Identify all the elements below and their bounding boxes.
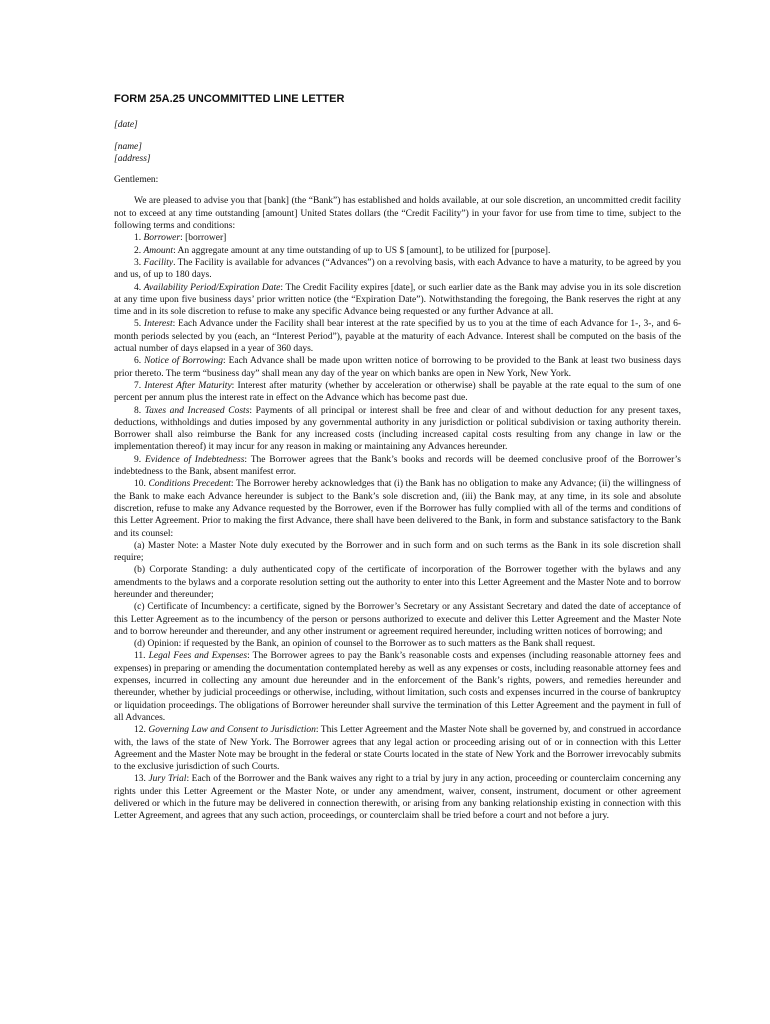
term-number: 2.	[134, 245, 144, 256]
term-heading: Notice of Borrowing	[144, 356, 223, 367]
conditions-subitems	[114, 540, 681, 651]
term-paragraph	[114, 318, 681, 355]
term-body: : An aggregate amount at any time outstanding of up to US $ [amount], to be utilized for [purpose].	[173, 245, 551, 256]
term-number: 13.	[134, 774, 149, 785]
term-paragraph	[114, 257, 681, 282]
term-paragraph	[114, 724, 681, 773]
term-number: 1.	[134, 233, 144, 244]
term-body: : Each Advance under the Facility shall bear interest at the rate specified by us to you at the time of each Advance for 1-, 3-, and 6-month periods selected by you (each, an “Interest Period”), payable at the maturity of each Advance. Interest shall be computed on the basis of the actual number of days elapsed in a year of 360 days.	[114, 319, 681, 355]
term-body: : The Credit Facility expires [date], or such earlier date as the Bank may advise you in its sole discretion at any time upon five business days’ prior written notice (the “Expiration Date”). Notwithstanding the foregoing, the Bank reserves the right at any time and in its sole discretion to refuse to make any specific Advance being requested or any further Advance at all.	[114, 282, 681, 318]
condition-subitem: (b) Corporate Standing: a duly authenticated copy of the certificate of incorporation of the Borrower together with the bylaws and any amendments to the bylaws and a corporate resolution setting out the authority to enter into this Letter Agreement and the Master Note and to borrow hereunder and thereunder;	[114, 565, 681, 600]
term-body: : Interest after maturity (whether by acceleration or otherwise) shall be payable at the rate equal to the sum of one percent per annum plus the interest rate in effect on the Advance which has become past due.	[114, 380, 681, 404]
term-paragraph	[114, 232, 681, 244]
name-placeholder: [name]	[114, 141, 142, 152]
term-number: 7.	[134, 380, 145, 391]
term-paragraph	[114, 245, 681, 257]
term-heading: Legal Fees and Expenses	[148, 651, 248, 662]
term-body: : This Letter Agreement and the Master Note shall be governed by, and construed in accordance with, the laws of the state of New York. The Borrower agrees that any legal action or proceeding arising out of or in connection with this Letter Agreement and the Master Note may be brought in the federal or state Courts located in the state of New York and the Borrower irrevocably submits to the exclusive jurisdiction of such Courts.	[114, 725, 681, 773]
condition-subitem: (a) Master Note: a Master Note duly executed by the Borrower and in such form and on such terms as the Bank in its sole discretion shall require;	[114, 540, 681, 564]
term-body: : The Borrower agrees that the Bank’s books and records will be deemed conclusive proof of the Borrower’s indebtedness to the Bank, absent manifest error.	[114, 454, 682, 478]
address-placeholder: [address]	[114, 153, 151, 164]
term-heading: Interest	[143, 319, 173, 330]
term-paragraph	[114, 355, 681, 380]
date-placeholder: [date]	[114, 120, 138, 131]
term-heading: Conditions Precedent	[148, 479, 231, 490]
term-heading: Facility	[143, 257, 174, 268]
term-number: 4.	[134, 282, 144, 293]
term-heading: Availability Period/Expiration Date	[143, 282, 281, 293]
term-body: : The Borrower hereby acknowledges that (i) the Bank has no obligation to make any Advance; (ii) the willingness of the Bank to make each Advance hereunder is subject to the Bank’s sole discretion and, (iii) the Bank may, at any time, in its sole and absolute discretion, refuse to make any Advance requested by the Borrower, even if the Borrower has fully complied with all of the terms and conditions of this Letter Agreement. Prior to making the first Advance, there shall have been delivered to the Bank, in form and substance satisfactory to the Bank and its counsel:	[114, 479, 681, 539]
term-body: . The Facility is available for advances (“Advances”) on a revolving basis, with each Advance to have a maturity, to be agreed by you and us, of up to 180 days.	[114, 257, 682, 281]
term-body: : The Borrower agrees to pay the Bank’s reasonable costs and expenses (including reasonable attorney fees and expenses) in preparing or amending the documentation contemplated hereby as well as any expenses or costs, including reasonable attorney fees and expenses, incurred in collecting any amount due hereunder and in the enforcement of the Bank’s rights, powers, and remedies hereunder and thereunder, whether by judicial proceedings or otherwise, including, without limitation, such costs and expenses incurred in the course of bankruptcy or liquidation proceedings. The obligations of Borrower hereunder shall survive the termination of this Letter Agreement and the payment in full of all Advances.	[114, 651, 681, 723]
term-heading: Taxes and Increased Costs	[144, 405, 250, 416]
term-paragraph	[114, 773, 681, 822]
term-number: 3.	[134, 257, 144, 268]
term-heading: Interest After Maturity	[144, 380, 232, 391]
document-title: FORM 25A.25 UNCOMMITTED LINE LETTER	[114, 93, 345, 105]
term-body: : Each of the Borrower and the Bank waives any right to a trial by jury in any action, proceeding or counterclaim concerning any rights under this Letter Agreement or the Master Note, or under any amendment, waiver, consent, instrument, document or other agreement delivered or which in the future may be delivered in connection therewith, or arising from any banking relationship existing in connection with this Letter Agreement, and agrees that any such action, proceedings, or counterclaim shall be tried before a court and not before a jury.	[114, 774, 681, 822]
term-number: 12.	[134, 725, 149, 736]
term-paragraph	[114, 405, 681, 454]
term-number: 10.	[134, 479, 149, 490]
term-body: : [borrower]	[180, 233, 227, 244]
term-body: : Each Advance shall be made upon written notice of borrowing to be provided to the Bank at least two business days prior thereto. The term “business day” shall mean any day of the year on which banks are open in New York, New York.	[114, 356, 682, 379]
term-paragraph	[114, 454, 681, 479]
condition-subitem: (c) Certificate of Incumbency: a certificate, signed by the Borrower’s Secretary or any Assistant Secretary and dated the date of acceptance of this Letter Agreement as to the incumbency of the person or persons authorized to execute and deliver this Letter Agreement and the Master Note and to borrow hereunder and thereunder, and any other instrument or agreement required hereunder, including written notices of borrowing; and	[114, 602, 681, 637]
terms-list	[114, 232, 681, 539]
term-body: : Payments of all principal or interest shall be free and clear of and without deduction for any present taxes, deductions, withholdings and duties imposed by any governmental authority in any jurisdiction or political subdivision or taxing authority therein. Borrower shall also reimburse the Bank for any increased costs (including increased capital costs resulting from any change in law or the implementation thereof) it may incur for any reason in making or maintaining any Advances hereunder.	[114, 405, 681, 453]
term-number: 8.	[134, 405, 145, 416]
condition-subitem: (d) Opinion: if requested by the Bank, an opinion of counsel to the Borrower as to such matters as the Bank shall request.	[134, 639, 596, 650]
term-heading: Borrower	[143, 233, 181, 244]
term-number: 5.	[134, 319, 144, 330]
terms-list-continued	[114, 650, 681, 822]
term-heading: Jury Trial	[148, 774, 187, 785]
term-number: 9.	[134, 454, 145, 465]
term-heading: Governing Law and Consent to Jurisdiction	[148, 725, 316, 736]
intro-paragraph: We are pleased to advise you that [bank] (the “Bank”) has established and holds available, at our sole discretion, an uncommitted credit facility not to exceed at any time outstanding [amount] United States dollars (the “Credit Facility”) in your favor for use from time to time, subject to the following terms and conditions:	[114, 196, 681, 232]
term-number: 11.	[134, 651, 149, 662]
term-paragraph	[114, 478, 681, 539]
term-heading: Amount	[143, 245, 174, 256]
document-page	[114, 93, 681, 823]
term-paragraph	[114, 650, 681, 724]
term-heading: Evidence of Indebtedness	[144, 454, 245, 465]
term-number: 6.	[134, 356, 145, 367]
term-paragraph	[114, 282, 681, 319]
salutation: Gentlemen:	[114, 175, 159, 186]
term-paragraph	[114, 380, 681, 405]
